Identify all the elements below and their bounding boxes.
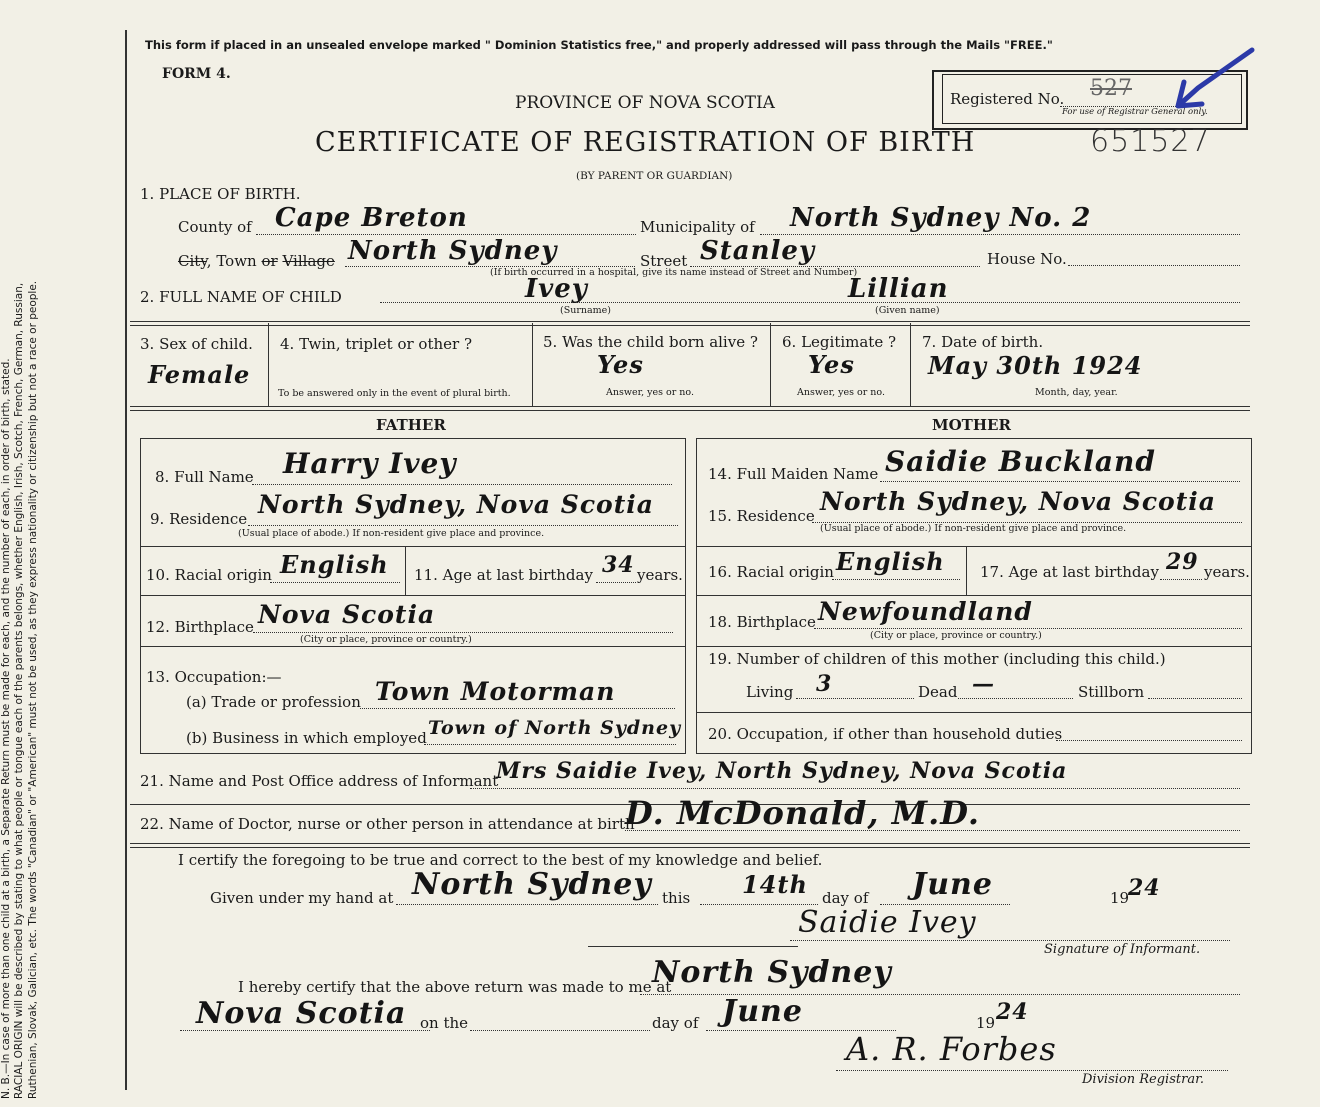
father-residence-value: North Sydney, Nova Scotia [258,490,654,519]
mother-occupation-line [1056,740,1242,741]
certificate-subtitle: (BY PARENT OR GUARDIAN) [576,170,733,182]
father-age-line [596,582,636,583]
registrar-year-suffix: 24 [996,999,1029,1025]
mother-racial-label: 16. Racial origin [708,563,834,581]
mother-name-line [880,481,1240,482]
form-number: FORM 4. [162,66,231,82]
father-rule-3 [140,646,686,647]
dead-value: — [972,671,995,697]
business-value: Town of North Sydney [428,717,682,739]
father-residence-line [248,525,678,526]
margin-line-4: Ruthenian, Slovak, Galician, etc. The words "Canadian" or "American" must not be used, as they express nationality or citizenship but not a race or people. [26,280,39,1099]
mother-birthplace-value: Newfoundland [818,597,1033,626]
registrar-signature-caption: Division Registrar. [1082,1072,1204,1087]
father-name-value: Harry Ivey [283,447,457,480]
father-birthplace-note: (City or place, province or country.) [300,634,472,645]
mother-birthplace-label: 18. Birthplace [708,613,816,631]
doctor-value: D. McDonald, M.D. [625,794,981,832]
on-the-label: on the [420,1014,469,1032]
binding-margin-line [125,30,127,1090]
city-word: City [178,252,207,270]
father-heading: FATHER [376,416,446,434]
house-line [1068,265,1240,266]
mother-box-rule [696,438,1252,439]
village-word: Village [282,252,335,270]
street-note: (If birth occurred in a hospital, give its name instead of Street and Number) [490,267,858,278]
mother-box-bottom [696,753,1252,754]
stillborn-line [1148,698,1242,699]
municipality-line [760,234,1240,235]
child-given-name: Lillian [848,274,949,304]
city-town-village-label: City, Town or Village [178,252,335,270]
twin-label: 4. Twin, triplet or other ? [280,335,472,353]
trade-value: Town Motorman [375,677,616,706]
signature-caption: Signature of Informant. [1044,942,1201,957]
father-name-label: 8. Full Name [155,468,254,486]
margin-line-2: N. B.—In case of more than one child at a birth, a Separate Return must be made for each, and the number of each, in order of birth, stated. [0,358,12,1099]
day-value: 14th [742,870,808,899]
town-value: North Sydney [348,236,558,266]
father-box-rule [140,438,686,439]
row3-bottom-rule [130,406,1250,407]
row3-divider-3 [770,323,771,406]
informant-signature: Saidie Ivey [798,905,977,940]
mother-birthplace-line [814,628,1242,629]
twin-note: To be answered only in the event of plural birth. [278,388,511,399]
surname-caption: (Surname) [560,305,611,316]
registrar-year-prefix: 19 [976,1014,996,1032]
or-word: or [261,252,278,270]
row3-divider-1 [268,323,269,406]
father-rule-1 [140,546,686,547]
margin-instructions [0,9,40,1099]
father-racial-label: 10. Racial origin [146,566,272,584]
business-label: (b) Business in which employed [186,729,427,747]
registrar-day-line [470,1030,650,1031]
county-line [256,234,636,235]
margin-line-3: RACIAL ORIGIN will be described by stating to what people or tongue each of the parents belongs, whether English, Irish, Scotch, French, German, Russian, [13,282,25,1099]
father-racial-value: English [280,550,389,579]
child-name-label: 2. FULL NAME OF CHILD [140,288,342,306]
street-value: Stanley [700,236,816,266]
town-word: Town [216,252,257,270]
legitimate-value: Yes [808,350,855,379]
dob-value: May 30th 1924 [928,351,1143,380]
father-rule-2 [140,595,686,596]
mother-residence-label: 15. Residence [708,507,815,525]
signature-line [790,940,1230,941]
mother-racial-value: English [836,547,945,576]
father-residence-note: (Usual place of abode.) If non-resident give place and province. [238,528,545,539]
doctor-rule [130,843,1250,844]
mother-years-label: years. [1204,563,1250,581]
registrar-place2-value: Nova Scotia [196,996,407,1031]
child-surname: Ivey [525,274,588,304]
row3-divider-2 [532,323,533,406]
registrar-signature-line [836,1070,1228,1071]
living-value: 3 [816,671,833,697]
trade-label: (a) Trade or profession [186,693,361,711]
certificate-title: CERTIFICATE OF REGISTRATION OF BIRTH [315,127,976,158]
certificate-number: 651527 [1090,124,1211,159]
father-birthplace-line [253,632,673,633]
doctor-label: 22. Name of Doctor, nurse or other person in attendance at birth [140,815,635,833]
dead-line [958,698,1073,699]
dob-label: 7. Date of birth. [922,333,1044,351]
registrar-signature: A. R. Forbes [846,1030,1057,1068]
sex-value: Female [148,360,251,389]
year-prefix: 19 [1110,889,1130,907]
father-residence-label: 9. Residence [150,510,248,528]
child-name-line [380,302,1240,303]
mother-age-divider [966,546,967,595]
this-label: this [662,889,691,907]
county-value: Cape Breton [275,203,468,233]
stillborn-label: Stillborn [1078,683,1145,701]
registrar-day-of-label: day of [652,1014,699,1032]
alive-label: 5. Was the child born alive ? [543,333,758,351]
mother-birthplace-note: (City or place, province or country.) [870,630,1042,641]
trade-line [360,708,675,709]
living-line [796,698,914,699]
registrar-month-value: June [722,994,803,1029]
mother-name-value: Saidie Buckland [885,445,1156,478]
house-label: House No. [987,250,1067,268]
father-years-label: years. [637,566,683,584]
registered-note: For use of Registrar General only. [1062,107,1208,117]
father-birthplace-label: 12. Birthplace [146,618,254,636]
registered-label: Registered No. [950,90,1065,108]
row3-divider-4 [910,323,911,406]
mother-age-value: 29 [1166,549,1199,575]
living-label: Living [746,683,794,701]
given-label: Given under my hand at [210,889,394,907]
row3-top-rule-2 [130,325,1250,326]
blue-check-mark [1170,44,1260,114]
father-occupation-label: 13. Occupation:— [146,668,282,686]
mother-racial-line [832,579,960,580]
dead-label: Dead [918,683,958,701]
father-racial-line [270,582,400,583]
father-age-value: 34 [602,552,635,578]
day-of-label: day of [822,889,869,907]
place-heading: 1. PLACE OF BIRTH. [140,185,301,203]
mother-rule-2 [696,595,1252,596]
mother-rule-3 [696,646,1252,647]
father-name-line [252,484,672,485]
legitimate-caption: Answer, yes or no. [797,387,886,398]
mother-occupation-label: 20. Occupation, if other than household duties [708,725,1063,743]
legitimate-label: 6. Legitimate ? [782,333,897,351]
mother-residence-value: North Sydney, Nova Scotia [820,487,1216,516]
province-title: PROVINCE OF NOVA SCOTIA [515,93,775,113]
mother-name-label: 14. Full Maiden Name [708,465,879,483]
informant-value: Mrs Saidie Ivey, North Sydney, Nova Scotia [496,758,1068,784]
father-box-bottom [140,753,686,754]
dob-caption: Month, day, year. [1035,387,1118,398]
section-separator [588,946,798,947]
given-caption: (Given name) [875,305,940,316]
row3-bottom-rule-2 [130,410,1250,411]
registrar-statement: I hereby certify that the above return was made to me at [238,978,672,996]
mother-children-label: 19. Number of children of this mother (including this child.) [708,650,1166,668]
street-label: Street [640,252,688,270]
municipality-label: Municipality of [640,218,755,236]
business-line [424,744,676,745]
municipality-value: North Sydney No. 2 [790,203,1092,233]
sex-label: 3. Sex of child. [140,335,253,353]
registered-number: 527 [1090,76,1132,101]
given-place-value: North Sydney [412,867,652,902]
mother-rule-1 [696,546,1252,547]
mother-residence-note: (Usual place of abode.) If non-resident give place and province. [820,523,1127,534]
county-label: County of [178,218,252,236]
alive-value: Yes [597,350,644,379]
registrar-place-value: North Sydney [652,955,892,990]
row3-top-rule [130,321,1250,322]
mother-heading: MOTHER [932,416,1011,434]
alive-caption: Answer, yes or no. [606,387,695,398]
mother-rule-4 [696,712,1252,713]
doctor-rule-2 [130,847,1250,848]
informant-line [470,788,1240,789]
father-age-divider [405,546,406,595]
informant-label: 21. Name and Post Office address of Informant [140,772,499,790]
mother-age-line [1160,579,1202,580]
father-birthplace-value: Nova Scotia [258,600,436,629]
mail-notice: This form if placed in an unsealed envelope marked " Dominion Statistics free," and properly addressed will pass through the Mails "FREE." [145,38,1053,52]
certify-statement: I certify the foregoing to be true and correct to the best of my knowledge and belief. [178,851,823,869]
year-suffix: 24 [1128,875,1161,901]
father-age-label: 11. Age at last birthday [414,566,593,584]
mother-age-label: 17. Age at last birthday [980,563,1159,581]
given-place-line [396,904,658,905]
month-value: June [912,867,993,902]
